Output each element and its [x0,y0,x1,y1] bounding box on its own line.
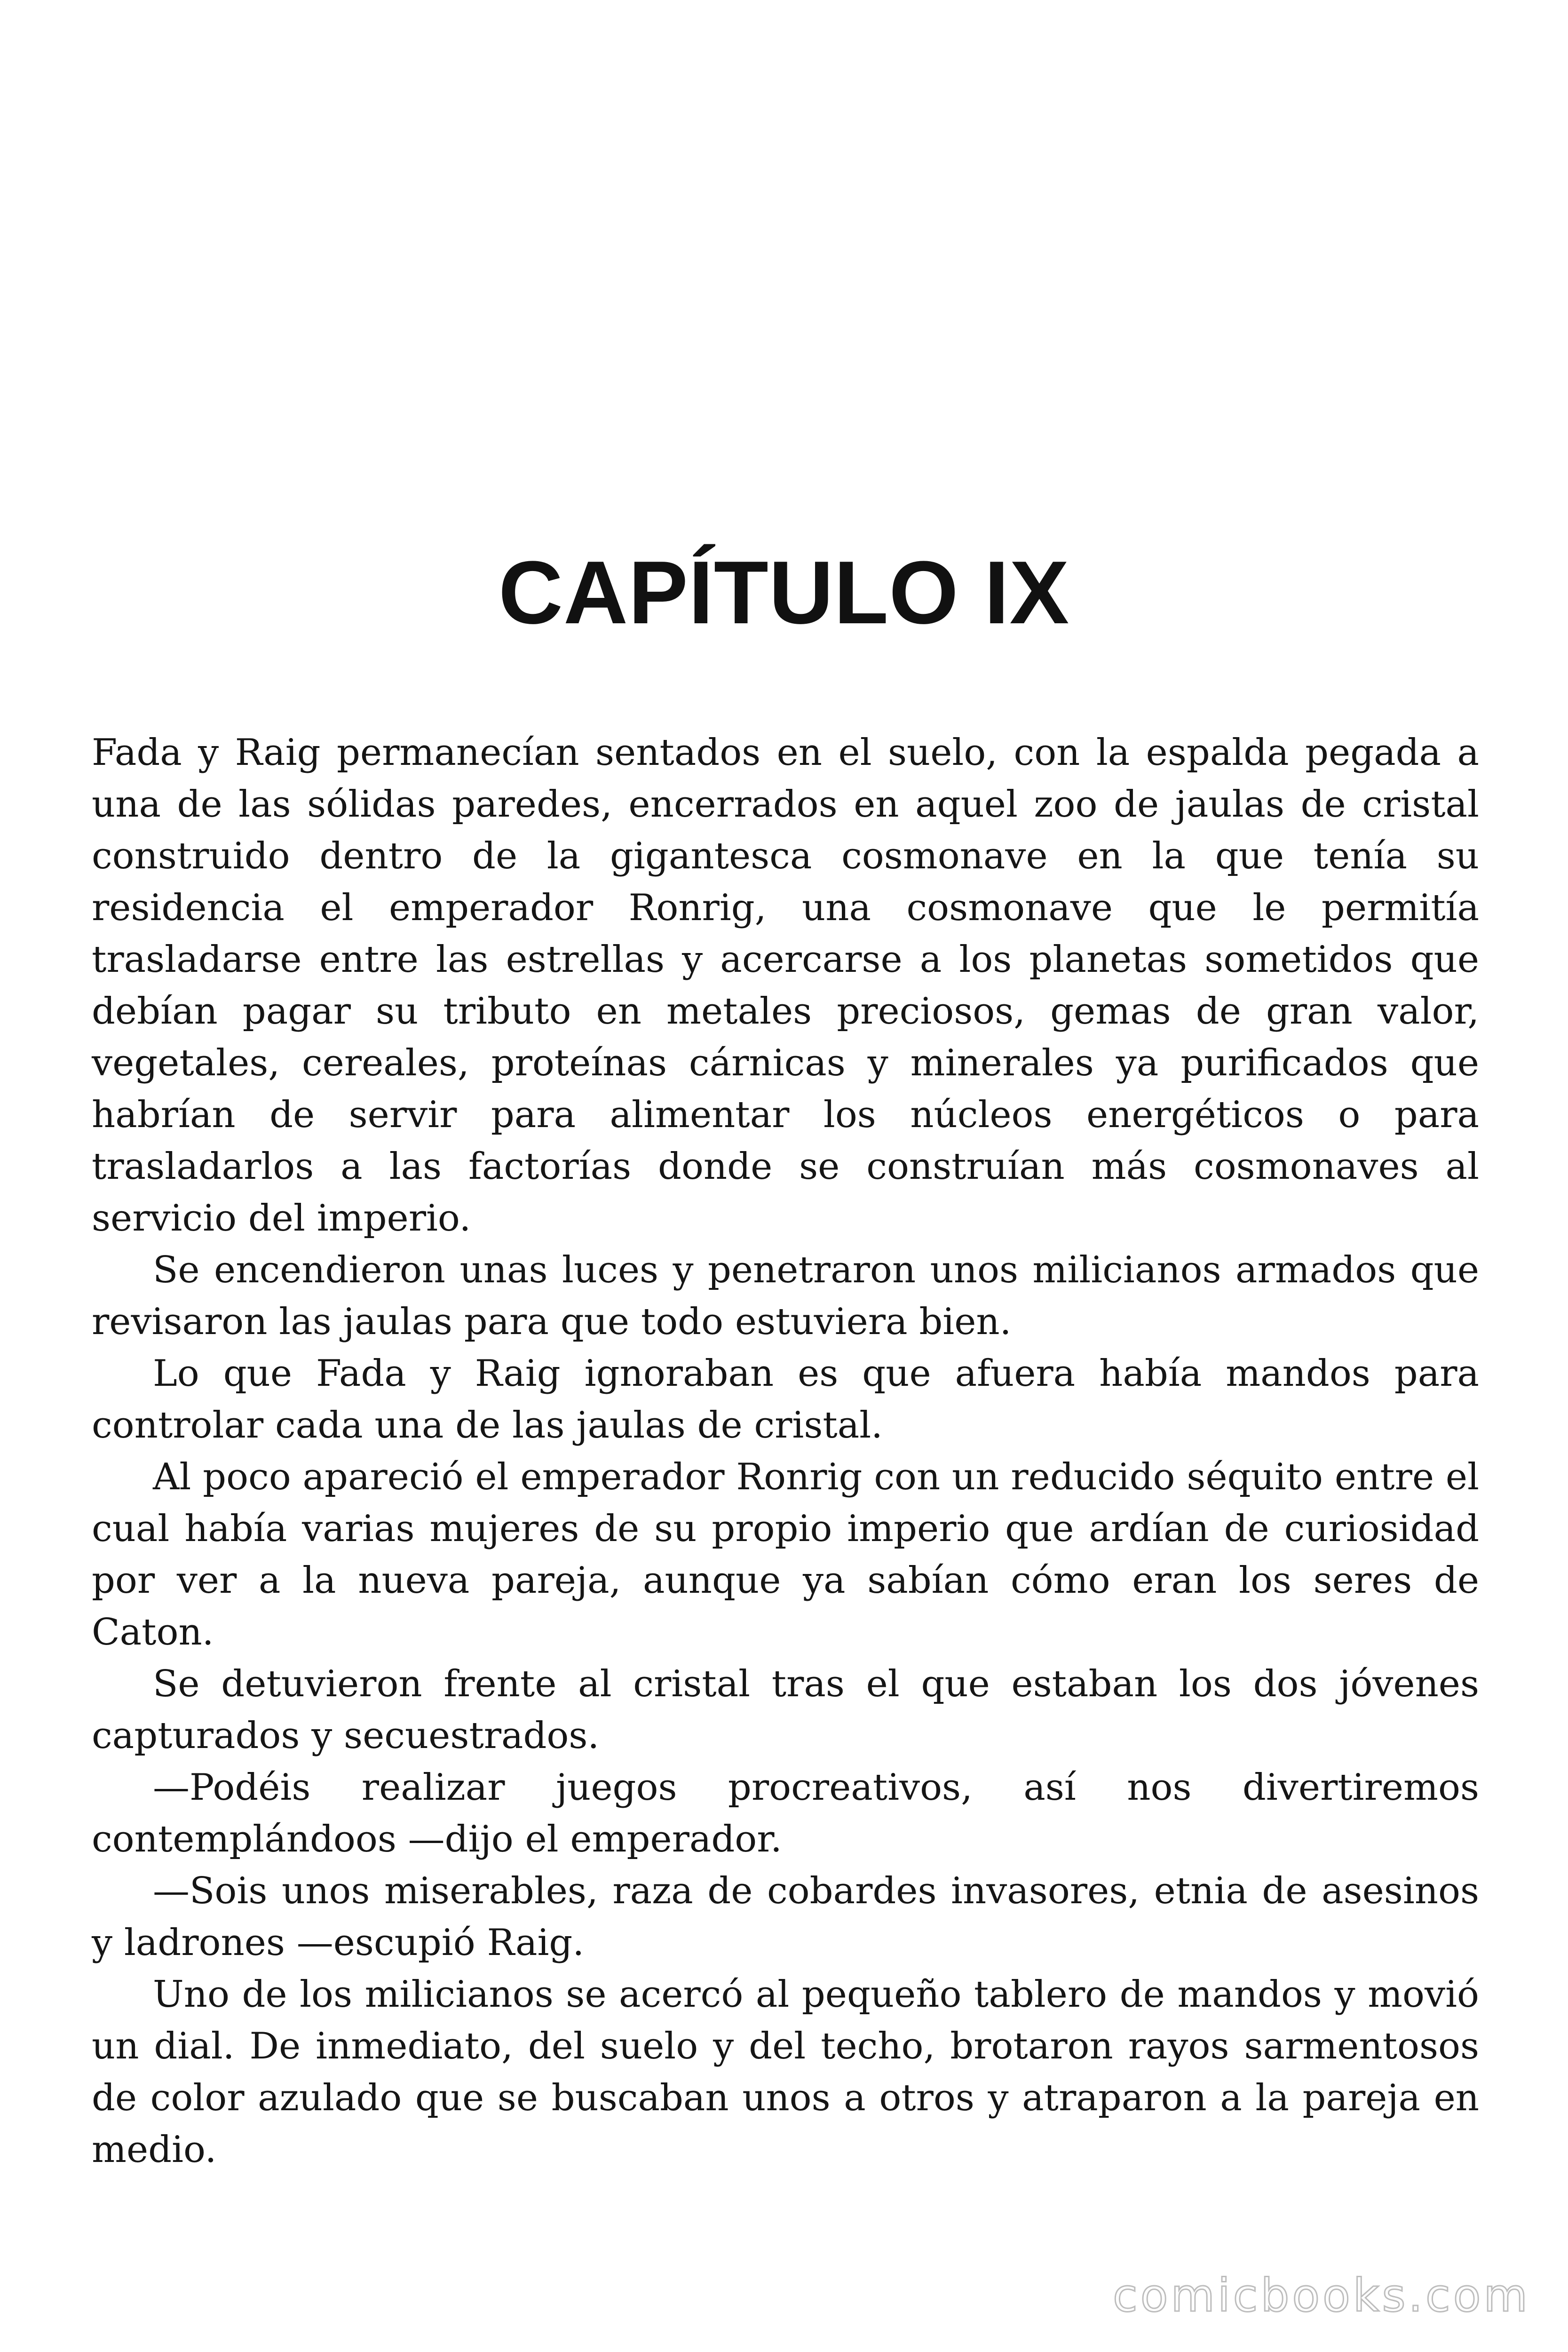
paragraph: —Sois unos miserables, raza de cobardes invasores, etnia de asesinos y ladrones —escupió Raig. [92,1870,1479,1964]
watermark: comicbooks.com [1112,2269,1530,2322]
paragraph: Al poco apareció el emperador Ronrig con un reducido séquito entre el cual había varias mujeres de su propio imperio que ardían de curiosidad por ver a la nueva pareja, aunque ya sabían cómo eran los seres de Caton. [92,1456,1479,1653]
chapter-body [92,727,1479,2176]
paragraph: Fada y Raig permanecían sentados en el suelo, con la espalda pegada a una de las sólidas paredes, encerrados en aquel zoo de jaulas de cristal construido dentro de la gigantesca cosmonave en la que tenía su residencia el emperador Ronrig, una cosmonave que le permitía trasladarse entre las estrellas y acercarse a los planetas sometidos que debían pagar su tributo en metales preciosos, gemas de gran valor, vegetales, cereales, proteínas cárnicas y minerales ya purificados que habrían de servir para alimentar los núcleos energéticos o para trasladarlos a las factorías donde se construían más cosmonaves al servicio del imperio. [92,731,1479,1240]
paragraph: —Podéis realizar juegos procreativos, así nos divertiremos contemplándoos —dijo el emperador. [92,1766,1479,1860]
paragraph: Lo que Fada y Raig ignoraban es que afuera había mandos para controlar cada una de las jaulas de cristal. [92,1352,1479,1446]
chapter-title: CAPÍTULO IX [498,543,1070,643]
paragraph: Uno de los milicianos se acercó al pequeño tablero de mandos y movió un dial. De inmediato, del suelo y del techo, brotaron rayos sarmentosos de color azulado que se buscaban unos a otros y atraparon a la pareja en medio. [92,1973,1479,2171]
paragraph: Se detuvieron frente al cristal tras el que estaban los dos jóvenes capturados y secuestrados. [92,1663,1479,1757]
paragraph: Se encendieron unas luces y penetraron unos milicianos armados que revisaron las jaulas para que todo estuviera bien. [92,1249,1479,1343]
